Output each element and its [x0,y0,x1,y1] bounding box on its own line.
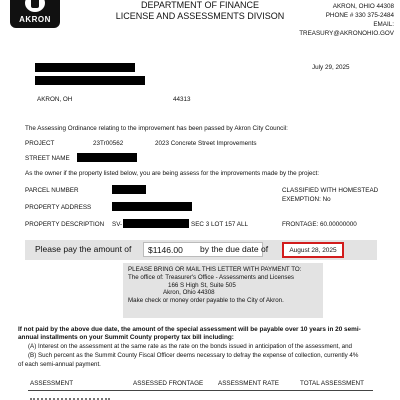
property-address-label: PROPERTY ADDRESS [25,204,92,211]
frontage-value: FRONTAGE: 60.00000000 [282,221,357,228]
department-name: DEPARTMENT OF FINANCE [140,0,259,10]
project-code: 23Tr00562 [93,140,124,147]
redacted-street-name [77,153,137,162]
office-city: AKRON, OHIO 44308 [332,3,394,10]
notice-item-b: (B) Such percent as the Summit County Fiscal Officer deems necessary to defray the expense of collection, currently 4% [28,352,359,359]
table-first-row [30,395,375,400]
notice-item-a: (A) Interest on the assessment at the same rate as the rate on the bonds issued in anticipation of the assessment, and [28,343,352,350]
table-header-assessment: ASSESSMENT [30,380,74,387]
redacted-property-description [123,219,189,228]
property-description-suffix: SEC 3 LOT 157 ALL [191,221,248,228]
late-payment-notice-line1: If not paid by the above due date, the amount of the special assessment will be payable over 10 years in 20 semi- [18,326,361,333]
recipient-city: AKRON, OH [37,96,73,103]
redacted-property-address [112,202,192,211]
table-header-rate: ASSESSMENT RATE [218,380,280,387]
letter-date: July 29, 2025 [312,64,350,71]
logo-text: AKRON [19,15,51,24]
office-email: TREASURY@AKRONOHIO.GOV [299,30,394,37]
table-header-frontage: ASSESSED FRONTAGE [133,380,204,387]
office-phone: PHONE # 330 375-2484 [325,12,394,19]
due-date: August 28, 2025 [282,242,344,258]
mail-payable-note: Make check or money order payable to the City of Akron. [128,297,284,305]
email-label: EMAIL: [373,21,394,28]
street-name-label: STREET NAME [25,155,70,162]
homestead-exemption: EXEMPTION: No [282,196,331,203]
mail-heading: PLEASE BRING OR MAIL THIS LETTER WITH PAYMENT TO: [128,266,302,273]
parcel-number-label: PARCEL NUMBER [25,187,79,194]
pay-amount-label: Please pay the amount of [35,244,132,254]
owner-note: As the owner if the property listed below, you are being assess for the improvements made by the project: [25,170,320,177]
mail-street: 166 S High St, Suite 505 [168,281,236,289]
mailing-instructions [123,263,323,318]
division-name: LICENSE AND ASSESSMENTS DIVISON [115,11,285,21]
project-label: PROJECT [25,140,55,147]
due-date-label: by the due date of [200,244,269,254]
redacted-recipient-name [35,63,135,72]
recipient-zip: 44313 [173,96,191,103]
pay-amount: $1146.00 [143,242,263,257]
ordinance-intro: The Assessing Ordinance relating to the improvement has been passed by Akron City Council: [25,125,288,132]
property-description-label: PROPERTY DESCRIPTION [25,221,105,228]
homestead-classification: CLASSIFIED WITH HOMESTEAD [282,187,379,194]
redacted-parcel-number [112,185,146,194]
mail-office: The office of: Treasurer's Office - Assessments and Licenses [128,273,295,281]
table-header-total: TOTAL ASSESSMENT [300,380,364,387]
project-name: 2023 Concrete Street Improvements [155,140,257,147]
table-header-rule [28,390,373,391]
property-description-prefix: SV- [112,221,123,228]
redacted-recipient-address [35,76,145,85]
notice-item-b-continued: of each semi-annual payment. [18,361,101,368]
mail-city: Akron, Ohio 44308 [163,289,215,297]
late-payment-notice-line2: annual installments on your Summit County property tax bill including: [18,334,234,341]
